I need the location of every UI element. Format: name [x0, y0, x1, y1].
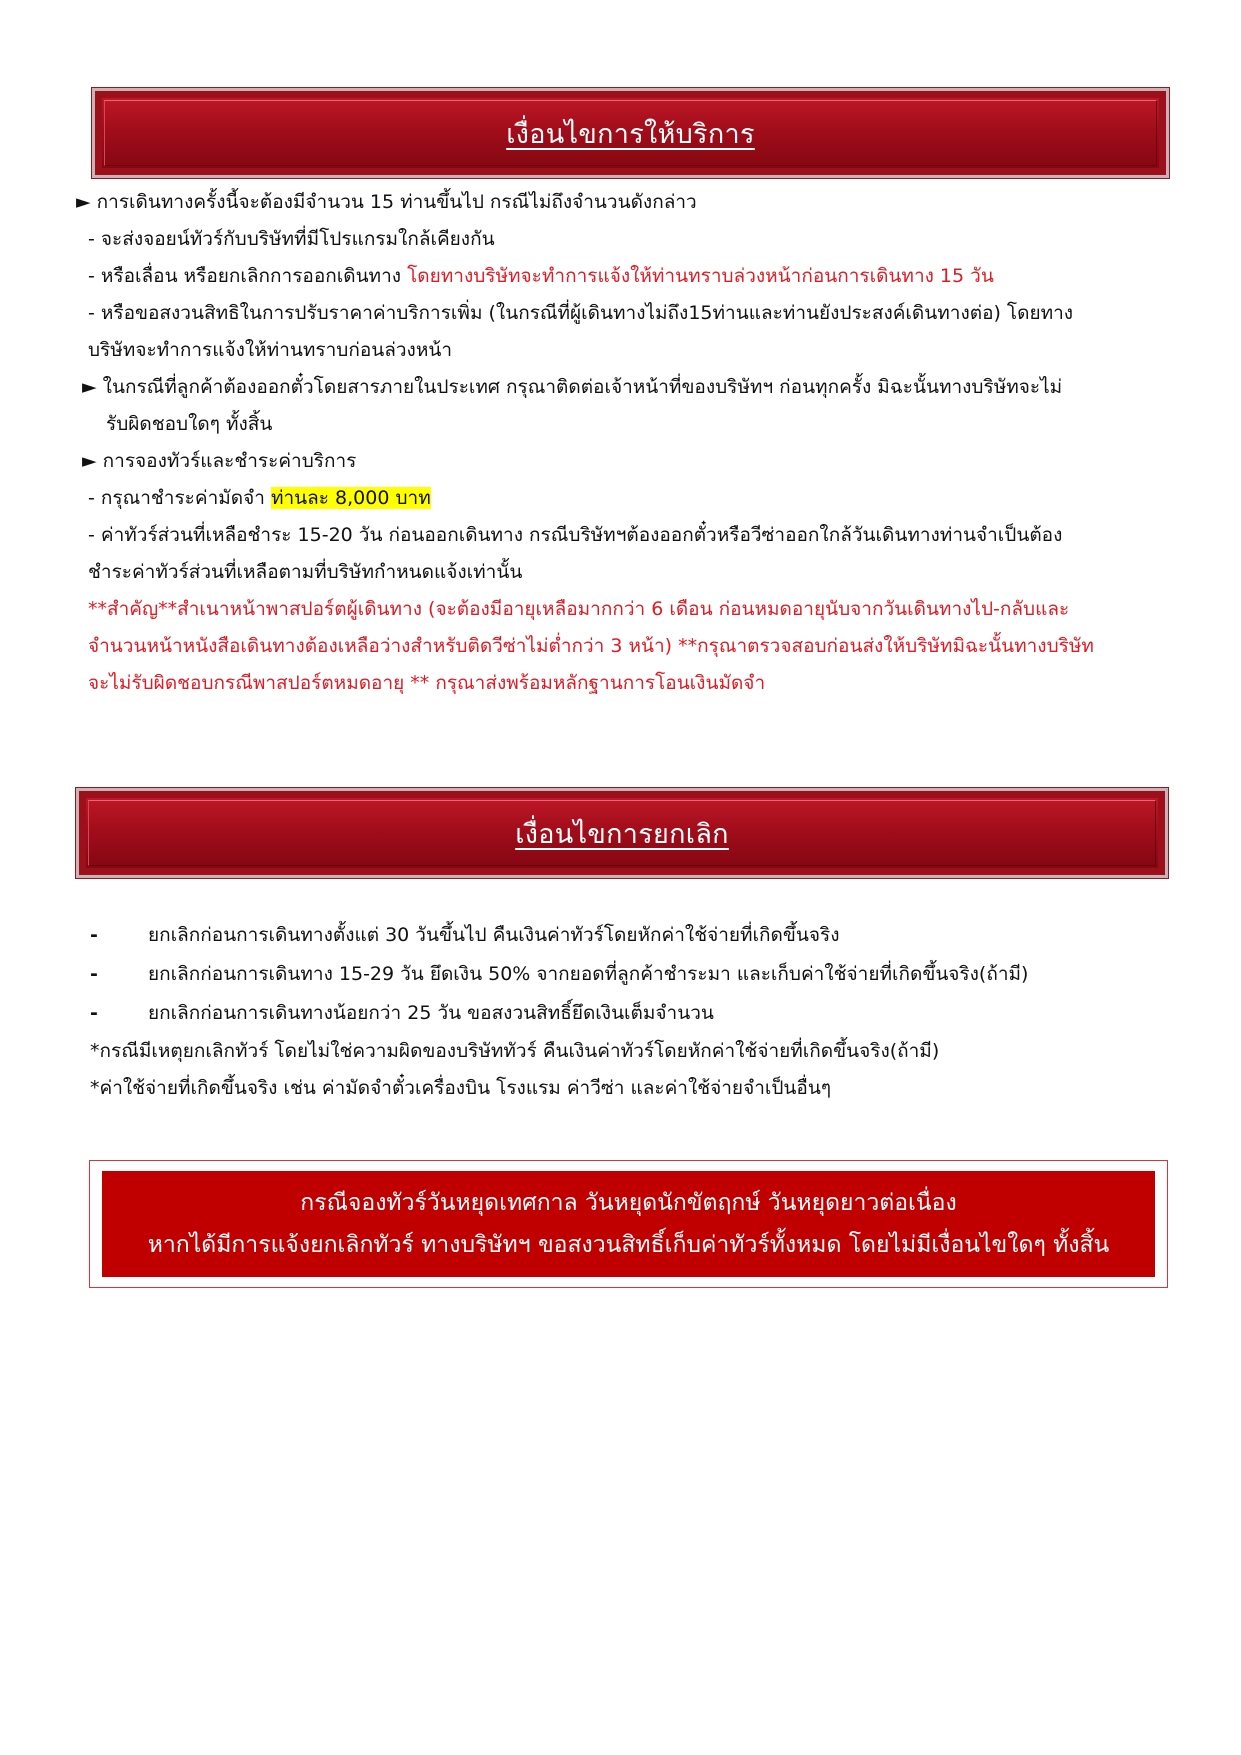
holiday-notice-line2: หากได้มีการแจ้งยกเลิกทัวร์ ทางบริษัทฯ ขอสงวนสิทธิ์เก็บค่าทัวร์ทั้งหมด โดยไม่มีเงื่อนไขใดๆ ทั้งสิ้น — [147, 1232, 1110, 1258]
bullet-item-booking-payment — [76, 443, 1186, 480]
cancellation-item — [90, 916, 1170, 954]
dash-marker: - — [90, 1002, 98, 1024]
dash-item-balance-line2: ชำระค่าทัวร์ส่วนที่เหลือตามที่บริษัทกำหนดแจ้งเท่านั้น — [88, 561, 523, 583]
cancellation-conditions-title: เงื่อนไขการยกเลิก — [515, 818, 729, 850]
bullet-icon: ► — [82, 450, 97, 472]
cancellation-item-text: ยกเลิกก่อนการเดินทางน้อยกว่า 25 วัน ขอสงวนสิทธิ์ยึดเงินเต็มจำนวน — [148, 1002, 714, 1024]
cancellation-item-text: ยกเลิกก่อนการเดินทางตั้งแต่ 30 วันขึ้นไป คืนเงินค่าทัวร์โดยหักค่าใช้จ่ายที่เกิดขึ้นจริง — [148, 924, 840, 946]
bullet-text: การจองทัวร์และชำระค่าบริการ — [102, 450, 357, 472]
bullet-text: ในกรณีที่ลูกค้าต้องออกตั๋วโดยสารภายในประเทศ กรุณาติดต่อเจ้าหน้าที่ของบริษัทฯ ก่อนทุกครั้ง มิฉะนั้นทางบริษัทจะไม่ — [102, 376, 1063, 398]
red-notice-text: โดยทางบริษัทจะทำการแจ้งให้ท่านทราบล่วงหน้าก่อนการเดินทาง 15 วัน — [407, 265, 994, 287]
dash-text: - หรือเลื่อน หรือยกเลิกการออกเดินทาง — [88, 265, 408, 287]
passport-note-line1: **สำคัญ**สำเนาหน้าพาสปอร์ตผู้เดินทาง (จะต้องมีอายุเหลือมากกว่า 6 เดือน ก่อนหมดอายุนับจากวันเดินทางไป-กลับและ — [88, 598, 1070, 620]
passport-note-line2: จำนวนหน้าหนังสือเดินทางต้องเหลือว่างสำหรับติดวีซ่าไม่ต่ำกว่า 3 หน้า) **กรุณาตรวจสอบก่อนส่งให้บริษัทมิฉะนั้นทางบริษัท — [88, 635, 1094, 657]
holiday-notice-line1: กรณีจองทัวร์วันหยุดเทศกาล วันหยุดนักขัตฤกษ์ วันหยุดยาวต่อเนื่อง — [300, 1190, 957, 1216]
cancellation-item — [90, 994, 1170, 1032]
passport-note-line3: จะไม่รับผิดชอบกรณีพาสปอร์ตหมดอายุ ** กรุณาส่งพร้อมหลักฐานการโอนเงินมัดจำ — [88, 672, 766, 694]
bullet-icon: ► — [82, 376, 97, 398]
dash-item-postpone — [76, 258, 1186, 295]
deposit-amount-highlight: ท่านละ 8,000 บาท — [270, 487, 431, 509]
dash-marker: - — [90, 924, 98, 946]
bullet-icon: ► — [76, 191, 91, 213]
bullet-item-domestic-ticket — [76, 369, 1186, 406]
dash-item-join-tour: - จะส่งจอยน์ทัวร์กับบริษัทที่มีโปรแกรมใกล้เคียงกัน — [88, 228, 495, 250]
bullet-text: การเดินทางครั้งนี้จะต้องมีจำนวน 15 ท่านขึ้นไป กรณีไม่ถึงจำนวนดังกล่าว — [96, 191, 697, 213]
dash-marker: - — [90, 963, 98, 985]
cancellation-conditions-banner — [76, 788, 1168, 878]
cancellation-footnote-2: *ค่าใช้จ่ายที่เกิดขึ้นจริง เช่น ค่ามัดจำตั๋วเครื่องบิน โรงแรม ค่าวีซ่า และค่าใช้จ่ายจำเป็นอื่นๆ — [90, 1077, 832, 1099]
dash-item-price-adjust-line2: บริษัทจะทำการแจ้งให้ท่านทราบก่อนล่วงหน้า — [88, 339, 452, 361]
dash-item-balance-line1: - ค่าทัวร์ส่วนที่เหลือชำระ 15-20 วัน ก่อนออกเดินทาง กรณีบริษัทฯต้องออกตั๋วหรือวีซ่าออกใกล้วันเดินทางท่านจำเป็นต้อง — [88, 524, 1063, 546]
bullet-item-minimum-travelers — [76, 184, 1186, 221]
dash-item-deposit — [76, 480, 1186, 517]
bullet-item-domestic-ticket-line2: รับผิดชอบใดๆ ทั้งสิ้น — [106, 413, 273, 435]
service-conditions-title: เงื่อนไขการให้บริการ — [506, 118, 755, 150]
service-conditions-body — [76, 184, 1186, 702]
cancellation-footnote-1: *กรณีมีเหตุยกเลิกทัวร์ โดยไม่ใช่ความผิดของบริษัททัวร์ คืนเงินค่าทัวร์โดยหักค่าใช้จ่ายที่เกิดขึ้นจริง(ถ้ามี) — [90, 1040, 940, 1062]
holiday-notice-box — [89, 1160, 1168, 1288]
cancellation-item — [90, 955, 1170, 993]
cancellation-item-text: ยกเลิกก่อนการเดินทาง 15-29 วัน ยึดเงิน 50% จากยอดที่ลูกค้าชำระมา และเก็บค่าใช้จ่ายที่เกิดขึ้นจริง(ถ้ามี) — [148, 963, 1029, 985]
holiday-notice-panel — [102, 1171, 1155, 1277]
service-conditions-banner — [92, 88, 1169, 178]
dash-text: - กรุณาชำระค่ามัดจำ — [88, 487, 271, 509]
dash-item-price-adjust-line1: - หรือขอสงวนสิทธิในการปรับราคาค่าบริการเพิ่ม (ในกรณีที่ผู้เดินทางไม่ถึง15ท่านและท่านยังประสงค์เดินทางต่อ) โดยทาง — [88, 302, 1074, 324]
